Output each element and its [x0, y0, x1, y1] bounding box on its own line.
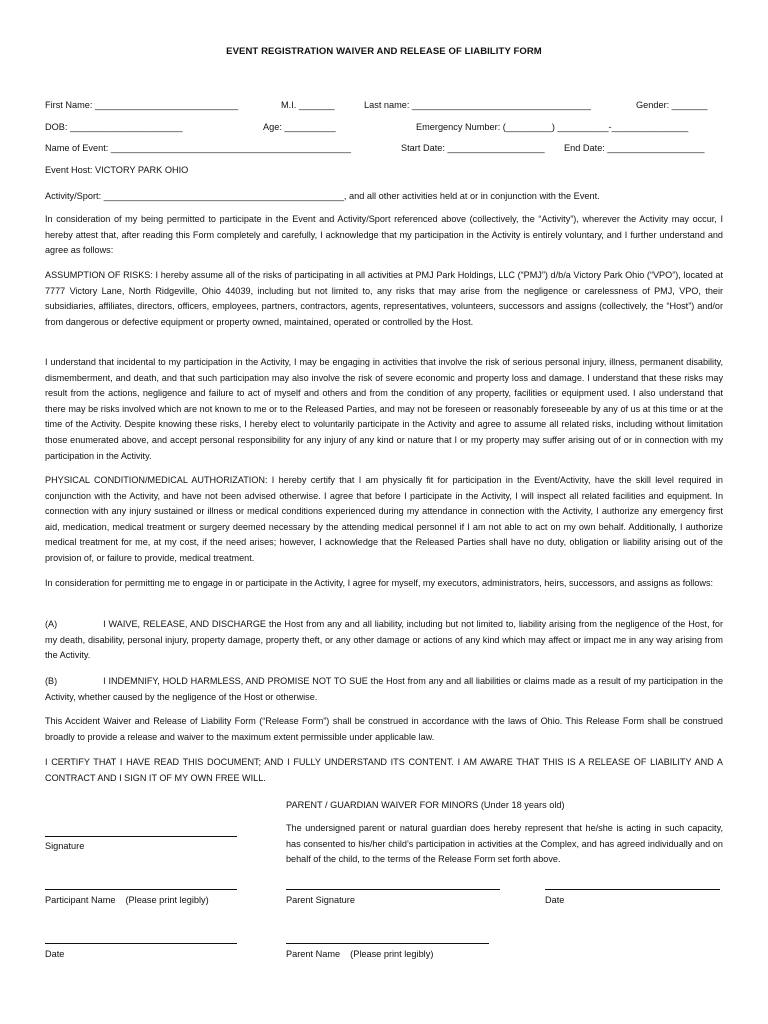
clause-b-text: I INDEMNIFY, HOLD HARMLESS, AND PROMISE NOT TO SUE the Host from any and all liabilities or claims made as a result of my participation in the Activity, whether caused by the negligence of the Host or otherwise. [45, 676, 723, 702]
clause-a-text: I WAIVE, RELEASE, AND DISCHARGE the Host from any and all liability, including but not limited to, liability arising from the negligence of the Host, for my death, disability, personal injury, property damage, property theft, or any other damage or actions of any kind which may affect or impact me in any way arising from the Activity. [45, 619, 723, 661]
clause-b [45, 674, 723, 705]
parent-date-line[interactable] [545, 889, 720, 890]
participant-name-label [45, 895, 209, 905]
construed-paragraph: This Accident Waiver and Release of Liability Form (“Release Form”) shall be construed in accordance with the laws of Ohio. This Release Form shall be construed broadly to provide a release and waiver to the maximum extent permissible under applicable law. [45, 716, 723, 742]
gender-field[interactable]: Gender: _______ [636, 100, 708, 110]
parent-print-note: (Please print legibly) [350, 949, 434, 959]
parent-name-label [286, 949, 433, 959]
risk-understanding-paragraph: I understand that incidental to my participation in the Activity, I may be engaging in activities that involve the risk of serious personal injury, illness, permanent disability, dismemberment, and death, and that such participation may also involve the risk of severe economic and property loss and damage. I understand that these risks may result from the actions, negligence and failure to act of myself and others and from the condition of any property, facilities or equipment used. I also understand that there may be risks involved which are not known to me or to the Released Parties, and may not be foreseen or reasonably foreseeable by any of us at this time or at the time of the Activity. Despite knowing these risks, I hereby elect to voluntarily participate in the Activity and agree to assume all related risks, including without limitation those enumerated above, and accept personal responsibility for any injury of any kind or nature that I or my property may suffer arising out of or in connection with my participation in the Activity. [45, 357, 723, 461]
start-date-field[interactable]: Start Date: ___________________ [401, 143, 545, 153]
parent-name-text: Parent Name [286, 949, 341, 959]
event-name-field[interactable]: Name of Event: _______________________________________________ [45, 143, 352, 153]
signature-label: Signature [45, 841, 85, 851]
date-line[interactable] [45, 943, 237, 944]
signature-line[interactable] [45, 836, 237, 837]
parent-signature-line[interactable] [286, 889, 500, 890]
assumption-of-risks-paragraph: ASSUMPTION OF RISKS: I hereby assume all of the risks of participating in all activities at PMJ Park Holdings, LLC (“PMJ”) d/b/a Victory Park Ohio (“VPO”), located at 7777 Victory Lane, North Ridgeville, Ohio 44039, including but not limited to, any risks that may arise from the negligence or carelessness of PMJ, VPO, their subsidiaries, affiliates, directors, officers, employees, partners, contractors, agents, representatives, volunteers, successors and assigns (collectively, the “Host”) and/or from dangerous or defective equipment or property owned, maintained, operated or controlled by the Host. [45, 270, 723, 327]
intro-paragraph: In consideration of my being permitted to participate in the Event and Activity/Sport referenced above (collectively, the “Activity”), wherever the Activity may occur, I hereby attest that, after reading this Form completely and carefully, I acknowledge that my participation in the Activity is entirely voluntary, and I further understand and agree as follows: [45, 214, 723, 256]
form-title: EVENT REGISTRATION WAIVER AND RELEASE OF LIABILITY FORM [226, 46, 542, 57]
participant-print-note: (Please print legibly) [125, 895, 209, 905]
event-host: Event Host: VICTORY PARK OHIO [45, 165, 189, 175]
participant-name-line[interactable] [45, 889, 237, 890]
middle-initial-field[interactable]: M.I. _______ [281, 100, 335, 110]
guardian-paragraph: The undersigned parent or natural guardian does hereby represent that he/she is acting in such capacity, has consented to his/her child’s participation in activities at the Complex, and has agreed individually and on behalf of the child, to the terms of the Release Form set forth above. [286, 823, 723, 865]
participant-name-text: Participant Name [45, 895, 116, 905]
clause-b-label: (B) [45, 676, 58, 686]
guardian-heading: PARENT / GUARDIAN WAIVER FOR MINORS (Under 18 years old) [286, 800, 565, 810]
last-name-field[interactable]: Last name: ___________________________________ [364, 100, 591, 110]
date-label: Date [45, 949, 65, 959]
age-field[interactable]: Age: __________ [263, 122, 336, 132]
parent-signature-label: Parent Signature [286, 895, 355, 905]
end-date-field[interactable]: End Date: ___________________ [564, 143, 705, 153]
certify-paragraph: I CERTIFY THAT I HAVE READ THIS DOCUMENT; AND I FULLY UNDERSTAND ITS CONTENT. I AM AWARE THAT THIS IS A RELEASE OF LIABILITY AND A CONTRACT AND I SIGN IT OF MY OWN FREE WILL. [45, 757, 723, 783]
consideration-paragraph: In consideration for permitting me to engage in or participate in the Activity, I agree for myself, my executors, administrators, heirs, successors, and assigns as follows: [45, 578, 714, 588]
activity-sport-field[interactable]: Activity/Sport: _______________________________________________, and all other activities held at or in conjunction with the Event. [45, 191, 600, 201]
clause-a [45, 617, 723, 664]
physical-condition-paragraph: PHYSICAL CONDITION/MEDICAL AUTHORIZATION: I hereby certify that I am physically fit for participation in the Event/Activity, have the skill level required in conjunction with the Activity, and have not been advised otherwise. I agree that before I participate in the Activity, I will inspect all related facilities and equipment. In connection with any injury sustained or illness or medical conditions experienced during my attendance in connection with the Activity, I authorize any emergency first aid, medication, medical treatment or surgery deemed necessary by the attending medical personnel if I am not able to act on my own behalf. Additionally, I authorize medical treatment for me, at my cost, if the need arises; however, I acknowledge that the Released Parties shall have no duty, obligation or liability arising out of the provision of, or failure to provide, medical treatment. [45, 475, 723, 563]
dob-field[interactable]: DOB: ______________________ [45, 122, 183, 132]
emergency-number-field[interactable]: Emergency Number: (_________) __________-_______________ [416, 122, 689, 132]
parent-date-label: Date [545, 895, 565, 905]
parent-name-line[interactable] [286, 943, 489, 944]
clause-a-label: (A) [45, 619, 58, 629]
first-name-field[interactable]: First Name: ____________________________ [45, 100, 239, 110]
